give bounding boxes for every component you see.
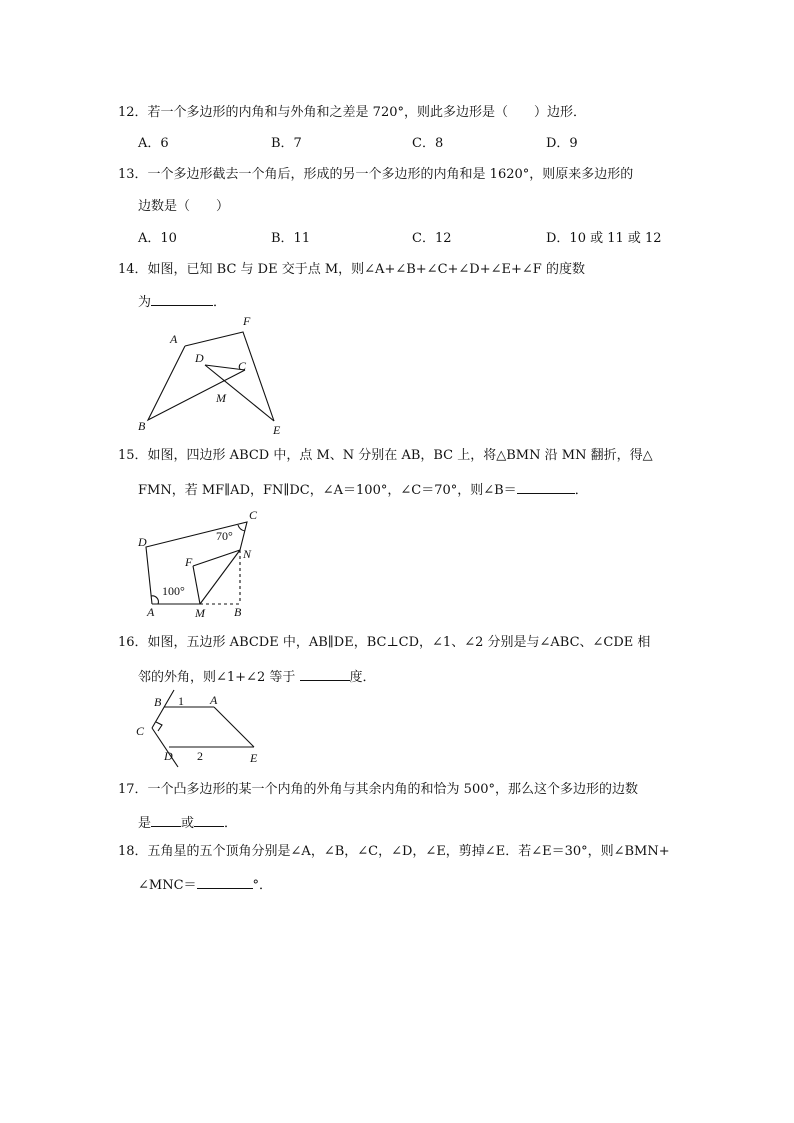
- q15-label-n: N: [243, 547, 252, 561]
- q14-label-f: F: [243, 314, 251, 328]
- q12-option-b: B．7: [271, 136, 302, 151]
- q14-label-c: C: [238, 359, 247, 373]
- question-13-text: 13．一个多边形截去一个角后，形成的另一个多边形的内角和是 1620°，则原来多边形的: [118, 167, 634, 182]
- q14-label-a: A: [170, 332, 178, 346]
- question-13-text-line2: 边数是（ ）: [138, 199, 230, 214]
- q14-suffix: ．: [213, 295, 227, 310]
- q15-label-m: M: [195, 606, 205, 620]
- q15-angle-a-label: 100°: [162, 584, 185, 598]
- q14-prefix: 为: [138, 295, 152, 310]
- q15-label-f: F: [185, 555, 193, 569]
- q15-figure: [130, 500, 270, 625]
- question-15-text: 15．如图，四边形 ABCD 中，点 M、N 分别在 AB，BC 上，将△BMN 沿 MN 翻折，得△: [118, 448, 653, 463]
- q16-label-c: C: [136, 724, 145, 738]
- question-18-text: 18．五角星的五个顶角分别是∠A，∠B，∠C，∠D，∠E，剪掉∠E．若∠E＝30°，则∠BMN+: [118, 844, 670, 859]
- q15-label-b: B: [234, 605, 242, 619]
- q17-answer-blank-2: [194, 812, 224, 827]
- q16-label-b: B: [154, 695, 162, 709]
- question-14-answer-line: [138, 291, 226, 312]
- q14-figure: [130, 310, 290, 440]
- q18-answer-blank: [197, 874, 253, 889]
- question-17-text-line2: [138, 812, 237, 833]
- q17-or: 或: [181, 816, 195, 831]
- q15-suffix: ．: [574, 483, 588, 498]
- q15-answer-blank: [517, 479, 575, 494]
- q16-line2-text: 邻的外角，则∠1+∠2 等于: [138, 670, 300, 685]
- q14-answer-blank: [151, 291, 213, 306]
- q15-label-d: D: [138, 535, 147, 549]
- q12-option-a: A．6: [138, 136, 169, 151]
- question-14-text: 14．如图，已知 BC 与 DE 交于点 M，则∠A+∠B+∠C+∠D+∠E+∠F 的度数: [118, 262, 585, 277]
- q16-answer-blank: [300, 666, 350, 681]
- q13-option-c: C．12: [412, 231, 452, 246]
- q16-angle-2-label: 2: [197, 749, 203, 763]
- q16-label-e: E: [250, 751, 258, 765]
- q12-option-d: D．9: [546, 136, 578, 151]
- q13-option-d: D．10 或 11 或 12: [546, 231, 662, 246]
- q17-prefix: 是: [138, 816, 152, 831]
- q14-label-b: B: [138, 419, 146, 433]
- q15-label-c: C: [249, 508, 258, 522]
- question-17-text: 17．一个凸多边形的某一个内角的外角与其余内角的和恰为 500°，那么这个多边形的边数: [118, 782, 638, 797]
- question-18-text-line2: [138, 874, 272, 895]
- q18-suffix: °．: [252, 878, 273, 893]
- question-15-text-line2: [138, 479, 588, 500]
- q15-label-a: A: [147, 605, 155, 619]
- q14-label-e: E: [273, 423, 281, 437]
- q16-figure: [130, 688, 270, 768]
- q16-label-a: A: [210, 693, 218, 707]
- q15-line2-text: FMN，若 MF∥AD，FN∥DC，∠A＝100°，∠C＝70°，则∠B＝: [138, 483, 517, 498]
- q17-suffix: ．: [224, 816, 238, 831]
- q16-label-d: D: [164, 749, 173, 763]
- q15-angle-c-label: 70°: [216, 529, 233, 543]
- question-12-text: 12．若一个多边形的内角和与外角和之差是 720°，则此多边形是（ ）边形．: [118, 105, 586, 120]
- q12-option-c: C．8: [412, 136, 444, 151]
- q18-line2-text: ∠MNC＝: [138, 878, 197, 893]
- question-16-text-line2: [138, 666, 376, 687]
- q14-label-m: M: [216, 391, 226, 405]
- q13-option-a: A．10: [138, 231, 177, 246]
- q14-label-d: D: [195, 351, 204, 365]
- q17-answer-blank-1: [151, 812, 181, 827]
- q16-angle-1-label: 1: [178, 694, 184, 708]
- q13-option-b: B．11: [271, 231, 311, 246]
- question-16-text: 16．如图，五边形 ABCDE 中，AB∥DE，BC⊥CD，∠1、∠2 分别是与∠ABC、∠CDE 相: [118, 635, 651, 650]
- q16-suffix: 度．: [349, 670, 376, 685]
